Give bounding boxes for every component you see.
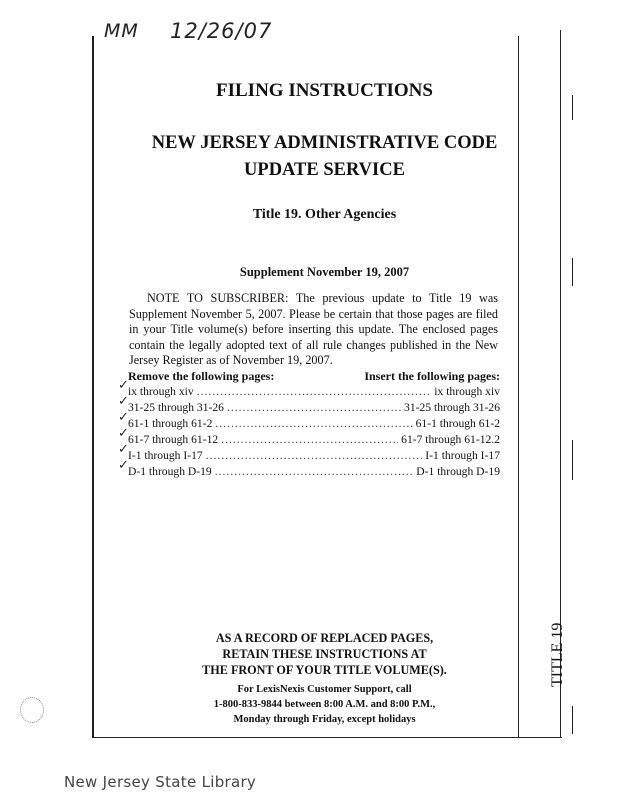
tab-edge-mark	[572, 440, 573, 480]
document-title: FILING INSTRUCTIONS	[216, 80, 433, 101]
leader-dots	[227, 401, 401, 414]
code-title-line-1: NEW JERSEY ADMINISTRATIVE CODE	[151, 133, 498, 153]
insert-pages: 31-25 through 31-26	[404, 401, 500, 414]
leader-dots	[206, 449, 423, 462]
insert-pages: 61-7 through 61-12.2	[401, 433, 500, 446]
support-line: 1-800-833-9844 between 8:00 A.M. and 8:00 P.M.,	[213, 699, 436, 710]
record-notice-line: THE FRONT OF YOUR TITLE VOLUME(S).	[202, 663, 447, 677]
record-notice	[92, 630, 557, 678]
leader-dots	[221, 433, 398, 446]
support-line: For LexisNexis Customer Support, call	[237, 684, 412, 695]
library-stamp: New Jersey State Library	[64, 773, 257, 791]
insert-pages: I-1 through I-17	[425, 449, 500, 462]
spine-tab-label: TITLE 19	[549, 622, 566, 687]
insert-header: Insert the following pages:	[364, 369, 500, 383]
table-row	[128, 417, 500, 430]
check-mark-icon: ✓	[118, 394, 129, 409]
tab-edge-mark	[572, 95, 573, 120]
remove-pages: ix through xiv	[128, 385, 194, 398]
record-notice-line: RETAIN THESE INSTRUCTIONS AT	[222, 647, 427, 661]
table-row	[128, 433, 500, 446]
leader-dots	[215, 465, 414, 478]
remove-pages: I-1 through I-17	[128, 449, 203, 462]
frame-bottom-line	[92, 737, 562, 738]
check-mark-icon: ✓	[118, 378, 129, 393]
handwritten-date: 12/26/07	[170, 19, 273, 43]
punch-hole	[20, 697, 44, 723]
table-row	[128, 385, 500, 398]
check-mark-icon: ✓	[118, 442, 129, 457]
supplement-date: Supplement November 19, 2007	[239, 265, 410, 279]
remove-pages: 61-1 through 61-2	[128, 417, 213, 430]
record-notice-line: AS A RECORD OF REPLACED PAGES,	[215, 631, 434, 645]
check-mark-icon: ✓	[118, 426, 129, 441]
check-mark-icon: ✓	[118, 458, 129, 473]
table-row	[128, 465, 500, 478]
insert-pages: ix through xiv	[434, 385, 500, 398]
leader-dots	[197, 385, 432, 398]
title-number: Title 19. Other Agencies	[252, 207, 397, 222]
tab-edge-mark	[572, 258, 573, 286]
check-mark-icon: ✓	[118, 410, 129, 425]
remove-pages: 61-7 through 61-12	[128, 433, 219, 446]
handwritten-initials: MM	[104, 20, 139, 42]
remove-pages: D-1 through D-19	[128, 465, 212, 478]
customer-support	[92, 682, 557, 727]
insert-pages: D-1 through D-19	[416, 465, 500, 478]
tab-edge-mark	[572, 706, 573, 734]
table-row	[128, 449, 500, 462]
support-line: Monday through Friday, except holidays	[233, 714, 416, 725]
code-title-line-2: UPDATE SERVICE	[244, 160, 405, 180]
remove-header: Remove the following pages:	[128, 369, 275, 383]
subscriber-note: NOTE TO SUBSCRIBER: The previous update to Title 19 was Supplement November 5, 2007. Please be certain that those pages are filed in your Title volume(s) before inserting this update. The enclosed pages contain the legally adopted text of all rule changes published in the New Jersey Register as of November 19, 2007.	[129, 291, 498, 367]
remove-pages: 31-25 through 31-26	[128, 401, 224, 414]
table-row	[128, 401, 500, 414]
leader-dots	[215, 417, 412, 430]
insert-pages: 61-1 through 61-2	[415, 417, 500, 430]
